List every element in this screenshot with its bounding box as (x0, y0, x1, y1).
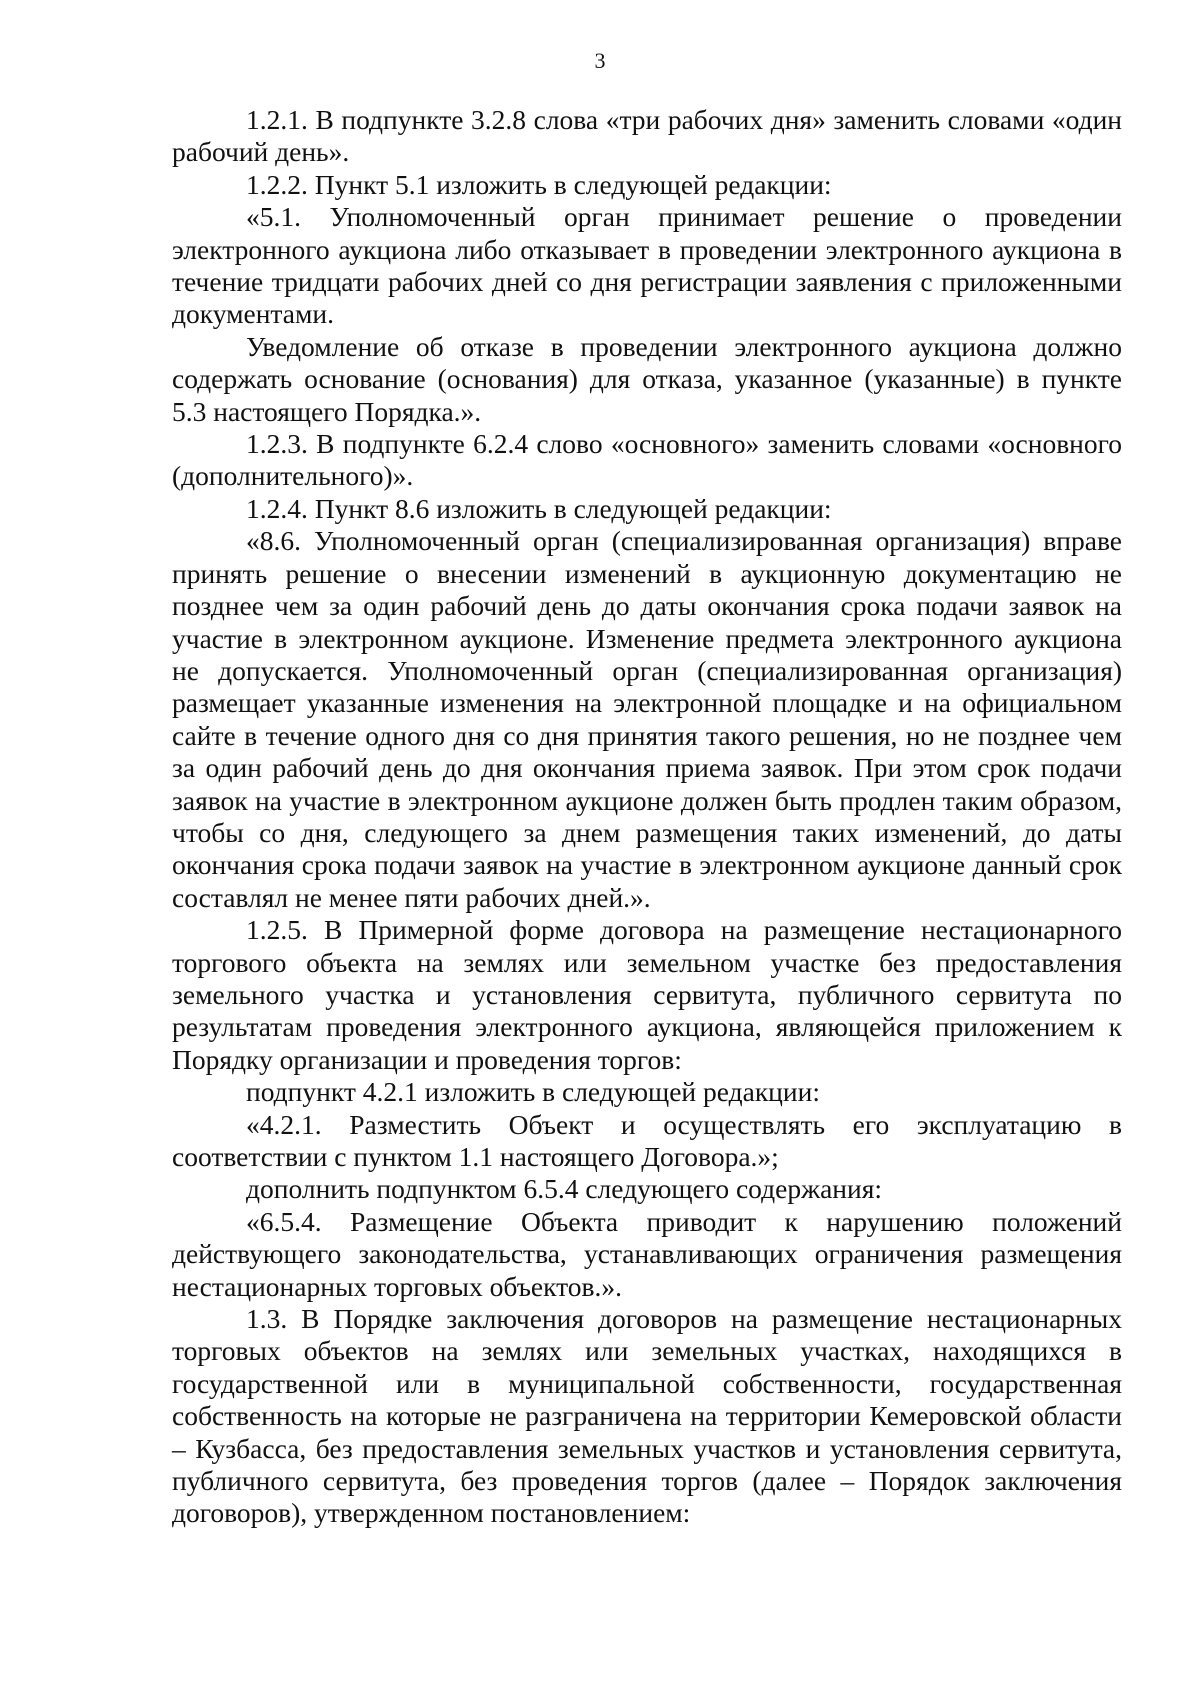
document-body (172, 104, 1122, 1530)
paragraph-1-2-2: 1.2.2. Пункт 5.1 изложить в следующей редакции: (246, 168, 832, 200)
paragraph-subpoint-4-2-1: подпункт 4.2.1 изложить в следующей редакции: (246, 1076, 820, 1108)
paragraph-quote-4-2-1: «4.2.1. Разместить Объект и осуществлять его эксплуатацию в соответствии с пунктом 1.1 настоящего Договора.»; (172, 1108, 1122, 1172)
paragraph-1-3: 1.3. В Порядке заключения договоров на размещение нестационарных торговых объектов на землях или земельных участках, находящихся в государственной или в муниципальной собственности, государственная собственность на которые не разграничена на территории Кемеровской области – Кузбасса, без предоставления земельных участков и установления сервитута, публичного сервитута, без проведения торгов (далее – Порядок заключения договоров), утвержденном постановлением: (172, 1303, 1122, 1529)
paragraph-quote-8-6: «8.6. Уполномоченный орган (специализированная организация) вправе принять решение о внесении изменений в аукционную документацию не позднее чем за один рабочий день до даты окончания срока подачи заявок на участие в электронном аукционе. Изменение предмета электронного аукциона не допускается. Уполномоченный орган (специализированная организация) размещает указанные изменения на электронной площадке и на официальном сайте в течение одного дня со дня принятия такого решения, но не позднее чем за один рабочий день до дня окончания приема заявок. При этом срок подачи заявок на участие в электронном аукционе должен быть продлен таким образом, чтобы со дня, следующего за днем размещения таких изменений, до даты окончания срока подачи заявок на участие в электронном аукционе данный срок составлял не менее пяти рабочих дней.». (172, 525, 1122, 913)
paragraph-refusal-notice: Уведомление об отказе в проведении электронного аукциона должно содержать основание (основания) для отказа, указанное (указанные) в пункте 5.3 настоящего Порядка.». (172, 330, 1122, 427)
paragraph-1-2-5: 1.2.5. В Примерной форме договора на размещение нестационарного торгового объекта на землях или земельном участке без предоставления земельного участка и установления сервитута, публичного сервитута по результатам проведения электронного аукциона, являющейся приложением к Порядку организации и проведения торгов: (172, 914, 1122, 1075)
paragraph-quote-6-5-4: «6.5.4. Размещение Объекта приводит к нарушению положений действующего законодательства, устанавливающих ограничения размещения нестационарных торговых объектов.». (172, 1205, 1122, 1302)
page-number: 3 (594, 48, 606, 73)
paragraph-1-2-1: 1.2.1. В подпункте 3.2.8 слова «три рабочих дня» заменить словами «один рабочий день». (172, 104, 1122, 168)
paragraph-1-2-4: 1.2.4. Пункт 8.6 изложить в следующей редакции: (246, 492, 832, 524)
paragraph-1-2-3: 1.2.3. В подпункте 6.2.4 слово «основного» заменить словами «основного (дополнительного)». (172, 428, 1122, 492)
paragraph-quote-5-1: «5.1. Уполномоченный орган принимает решение о проведении электронного аукциона либо отказывает в проведении электронного аукциона в течение тридцати рабочих дней со дня регистрации заявления с приложенными документами. (172, 201, 1122, 330)
paragraph-add-6-5-4: дополнить подпунктом 6.5.4 следующего содержания: (246, 1173, 883, 1205)
